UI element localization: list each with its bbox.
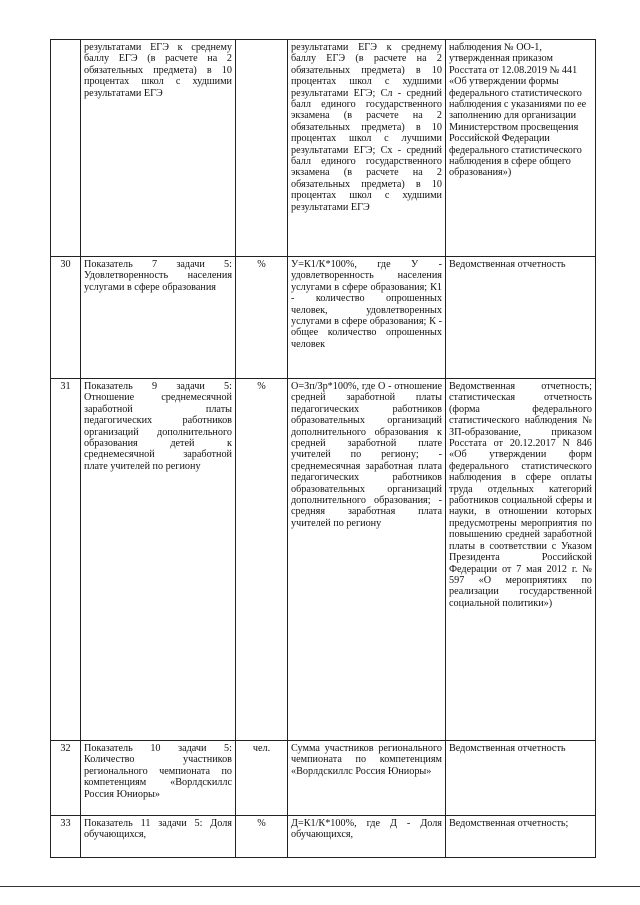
source-cell: Ведомственная отчетность;: [446, 816, 596, 858]
table-row: [51, 40, 596, 257]
source-cell: Ведомственная отчетность; статистическая отчетность (форма федерального статистического наблюдения № ЗП-образование, приказом Росстата от 20.12.2017 N 846 «Об утверждении форм федерального статистического наблюдения в сфере оплаты труда отдельных категорий работников социальной сферы и науки, в отношении которых предусмотрены мероприятия по повышению средней заработной платы в соответствии с Указом Президента Российской Федерации от 7 мая 2012 г. № 597 «О мероприятиях по реализации государственной социальной политики»): [446, 379, 596, 741]
unit-cell: чел.: [236, 741, 288, 816]
table-row: [51, 257, 596, 379]
method-cell: Сумма участников регионального чемпионата по компетенциям «Ворлдскиллс Россия Юниоры»: [288, 741, 446, 816]
unit-cell: %: [236, 257, 288, 379]
method-cell: У=К1/К*100%, где У - удовлетворенность населения услугами в сфере образования; К1 - количество опрошенных человек, удовлетворенных услугами в сфере образования; К - общее количество опрошенных человек: [288, 257, 446, 379]
source-cell: Ведомственная отчетность: [446, 257, 596, 379]
unit-cell: [236, 40, 288, 257]
unit-cell: %: [236, 379, 288, 741]
table-row: [51, 741, 596, 816]
table-row: [51, 379, 596, 741]
indicator-cell: Показатель 7 задачи 5: Удовлетворенность населения услугами в сфере образования: [81, 257, 236, 379]
row-number: 31: [51, 379, 81, 741]
indicator-cell: результатами ЕГЭ к среднему баллу ЕГЭ (в расчете на 2 обязательных предмета) в 10 процентах школ с худшими результатами ЕГЭ: [81, 40, 236, 257]
source-cell: Ведомственная отчетность: [446, 741, 596, 816]
method-cell: Д=К1/К*100%, где Д - Доля обучающихся,: [288, 816, 446, 858]
indicators-table: [50, 39, 596, 858]
row-number: 30: [51, 257, 81, 379]
row-number: 33: [51, 816, 81, 858]
indicator-cell: Показатель 11 задачи 5: Доля обучающихся,: [81, 816, 236, 858]
indicator-cell: Показатель 9 задачи 5: Отношение среднемесячной заработной платы педагогических работников организаций дополнительного образования детей к среднемесячной заработной плате учителей по региону: [81, 379, 236, 741]
method-cell: О=Зп/Зр*100%, где О - отношение средней заработной платы педагогических работников образовательных организаций дополнительного образования к средней заработной плате учителей по региону; - среднемесячная заработная плата педагогических работников образовательных организаций дополнительного образования; - средняя заработная плата учителей по региону: [288, 379, 446, 741]
method-cell: результатами ЕГЭ к среднему баллу ЕГЭ (в расчете на 2 обязательных предмета) в 10 процентах школ с худшими результатами ЕГЭ; Сл - средний балл единого государственного экзамена (в расчете на 2 обязательных предмета) в 10 процентах школ с лучшими результатами ЕГЭ; Сх - средний балл единого государственного экзамена (в расчете на 2 обязательных предмета) в 10 процентах школ с худшими результатами ЕГЭ: [288, 40, 446, 257]
table-row: [51, 816, 596, 858]
unit-cell: %: [236, 816, 288, 858]
indicator-cell: Показатель 10 задачи 5: Количество участников регионального чемпионата по компетенциям «Ворлдскиллс Россия Юниоры»: [81, 741, 236, 816]
row-number: 32: [51, 741, 81, 816]
row-number: [51, 40, 81, 257]
page-bottom-rule: [0, 886, 640, 887]
source-cell: наблюдения № ОО-1, утвержденная приказом Росстата от 12.08.2019 № 441 «Об утверждении формы федерального статистического наблюдения с указаниями по ее заполнению для организации Министерством просвещения Российской Федерации федерального статистического наблюдения в сфере общего образования»): [446, 40, 596, 257]
